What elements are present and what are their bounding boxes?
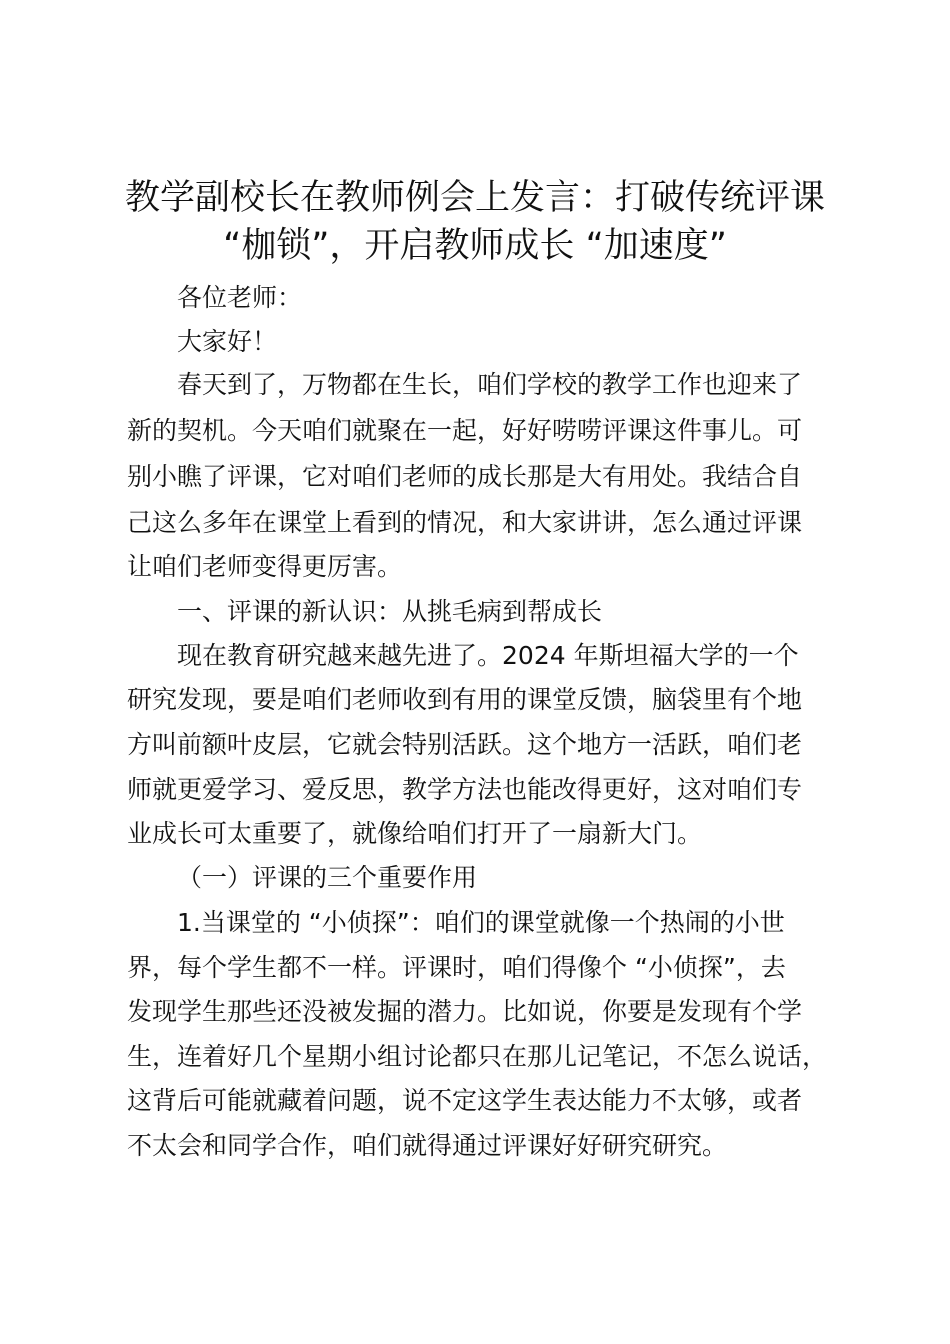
paragraph-line: 己这么多年在课堂上看到的情况，和大家讲讲，怎么通过评课 xyxy=(127,508,803,537)
title-line-1: 教学副校长在教师例会上发言：打破传统评课 xyxy=(124,178,825,218)
paragraph-line: 方叫前额叶皮层，它就会特别活跃。这个地方一活跃，咱们老 xyxy=(127,730,803,759)
paragraph-line: 让咱们老师变得更厉害。 xyxy=(127,552,403,581)
paragraph-line: 发现学生那些还没被发掘的潜力。比如说，你要是发现有个学 xyxy=(127,997,803,1026)
subsection-heading: （一）评课的三个重要作用 xyxy=(177,863,478,892)
paragraph-line: 1.当课堂的 “小侦探”：咱们的课堂就像一个热闹的小世 xyxy=(177,908,785,937)
paragraph-line: 春天到了，万物都在生长，咱们学校的教学工作也迎来了 xyxy=(177,370,803,399)
paragraph-line: 业成长可太重要了，就像给咱们打开了一扇新大门。 xyxy=(127,819,703,848)
paragraph-line: 界，每个学生都不一样。评课时，咱们得像个 “小侦探”，去 xyxy=(127,953,786,982)
section-heading: 一、评课的新认识：从挑毛病到帮成长 xyxy=(177,597,603,626)
hello-line: 大家好！ xyxy=(177,327,278,356)
paragraph-line: 研究发现，要是咱们老师收到有用的课堂反馈，脑袋里有个地 xyxy=(127,685,803,714)
paragraph-line: 这背后可能就藏着问题，说不定这学生表达能力不太够，或者 xyxy=(127,1086,803,1115)
paragraph-line: 不太会和同学合作，咱们就得通过评课好好研究研究。 xyxy=(127,1131,728,1160)
paragraph-line: 现在教育研究越来越先进了。2024 年斯坦福大学的一个 xyxy=(177,641,799,670)
paragraph-line: 新的契机。今天咱们就聚在一起，好好唠唠评课这件事儿。可 xyxy=(127,416,803,445)
paragraph-line: 别小瞧了评课，它对咱们老师的成长那是大有用处。我结合自 xyxy=(127,462,803,491)
title-line-2: “枷锁”，开启教师成长 “加速度” xyxy=(223,226,727,266)
paragraph-line: 生，连着好几个星期小组讨论都只在那儿记笔记，不怎么说话， xyxy=(127,1042,828,1071)
greeting: 各位老师： xyxy=(177,283,303,312)
paragraph-line: 师就更爱学习、爱反思，教学方法也能改得更好，这对咱们专 xyxy=(127,775,803,804)
